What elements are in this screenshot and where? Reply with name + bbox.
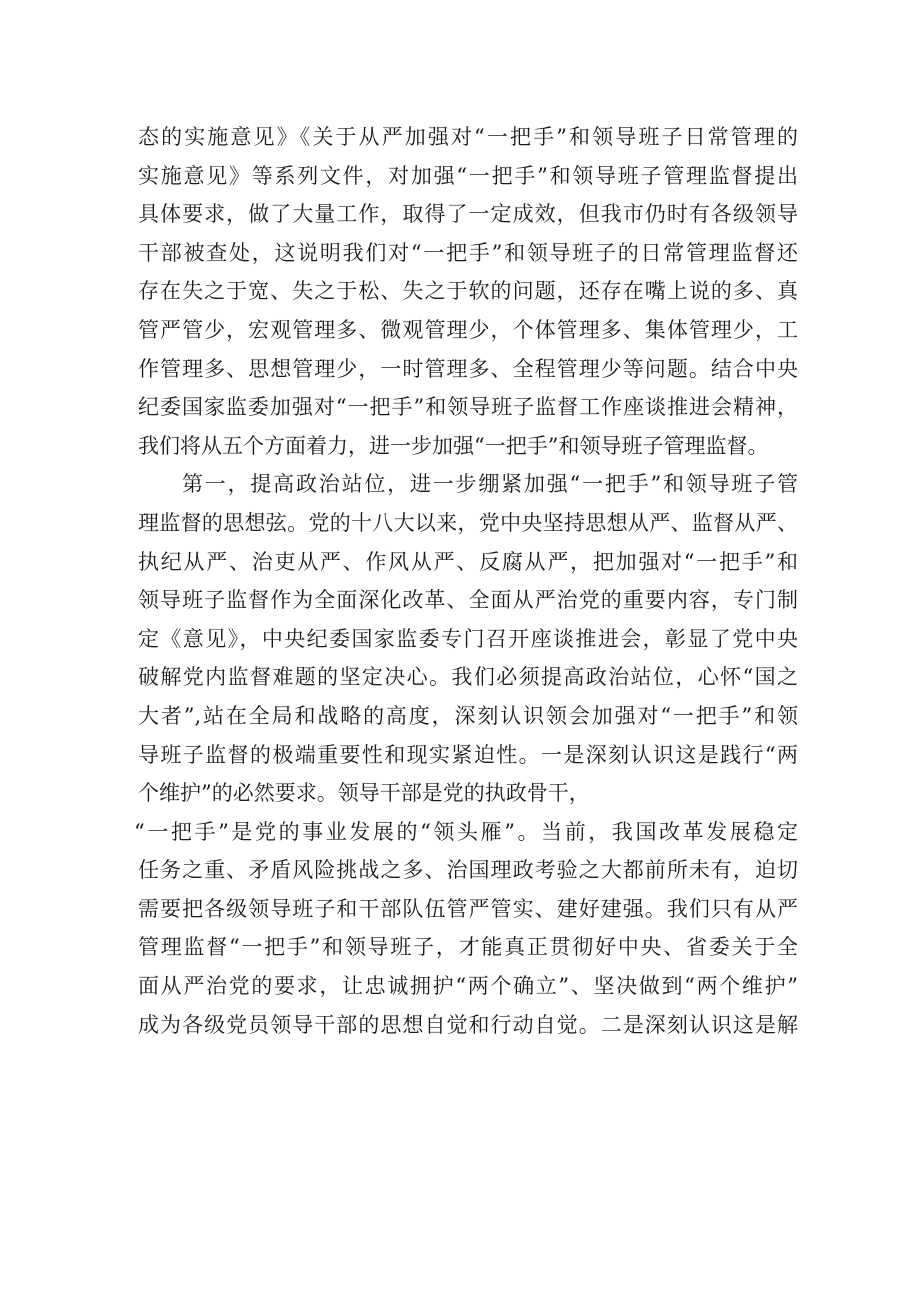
text-line: 领导班子监督作为全面深化改革、全面从严治党的重要内容，专门制 [138, 588, 798, 613]
text-line: 需要把各级领导班子和干部队伍管严管实、建好建强。我们只有从严 [138, 896, 798, 921]
text-line: 导班子监督的极端重要性和现实紧迫性。一是深刻认识这是践行“两 [138, 742, 798, 767]
text-line: “一把手”是党的事业发展的“领头雁”。当前，我国改革发展稳定 [134, 819, 798, 844]
document-body [134, 118, 798, 1044]
text-line: 管理监督“一把手”和领导班子，才能真正贯彻好中央、省委关于全 [138, 935, 798, 960]
text-line: 存在失之于宽、失之于松、失之于软的问题，还存在嘴上说的多、真 [138, 279, 798, 304]
paragraph-first-line: 第一，提高政治站位，进一步绷紧加强“一把手”和领导班子管 [182, 472, 798, 497]
text-line: 大者”,站在全局和战略的高度，深刻认识领会加强对“一把手”和领 [138, 703, 798, 728]
text-line: 理监督的思想弦。党的十八大以来，党中央坚持思想从严、监督从严、 [138, 510, 798, 535]
text-line: 成为各级党员领导干部的思想自觉和行动自觉。二是深刻认识这是解 [138, 1012, 798, 1037]
text-line: 干部被查处，这说明我们对“一把手”和领导班子的日常管理监督还 [138, 240, 798, 265]
text-line: 作管理多、思想管理少，一时管理多、全程管理少等问题。结合中央 [138, 356, 798, 381]
text-line: 个维护”的必然要求。领导干部是党的执政骨干， [138, 781, 590, 806]
text-line: 管严管少，宏观管理多、微观管理少，个体管理多、集体管理少，工 [138, 317, 798, 342]
text-line: 实施意见》等系列文件，对加强“一把手”和领导班子管理监督提出 [138, 163, 798, 188]
text-line: 定《意见》，中央纪委国家监委专门召开座谈推进会，彰显了党中央 [138, 626, 798, 651]
text-line: 面从严治党的要求，让忠诚拥护“两个确立”、坚决做到“两个维护” [138, 974, 798, 999]
text-line: 我们将从五个方面着力，进一步加强“一把手”和领导班子管理监督。 [138, 433, 769, 458]
text-line: 纪委国家监委加强对“一把手”和领导班子监督工作座谈推进会精神， [138, 395, 798, 420]
text-line: 具体要求，做了大量工作，取得了一定成效，但我市仍时有各级领导 [138, 202, 798, 227]
text-line: 执纪从严、治吏从严、作风从严、反腐从严，把加强对“一把手”和 [138, 549, 798, 574]
text-line: 破解党内监督难题的坚定决心。我们必须提高政治站位，心怀“国之 [138, 665, 798, 690]
text-line: 任务之重、矛盾风险挑战之多、治国理政考验之大都前所未有，迫切 [138, 858, 798, 883]
text-line: 态的实施意见》《关于从严加强对“一把手”和领导班子日常管理的 [138, 125, 798, 149]
